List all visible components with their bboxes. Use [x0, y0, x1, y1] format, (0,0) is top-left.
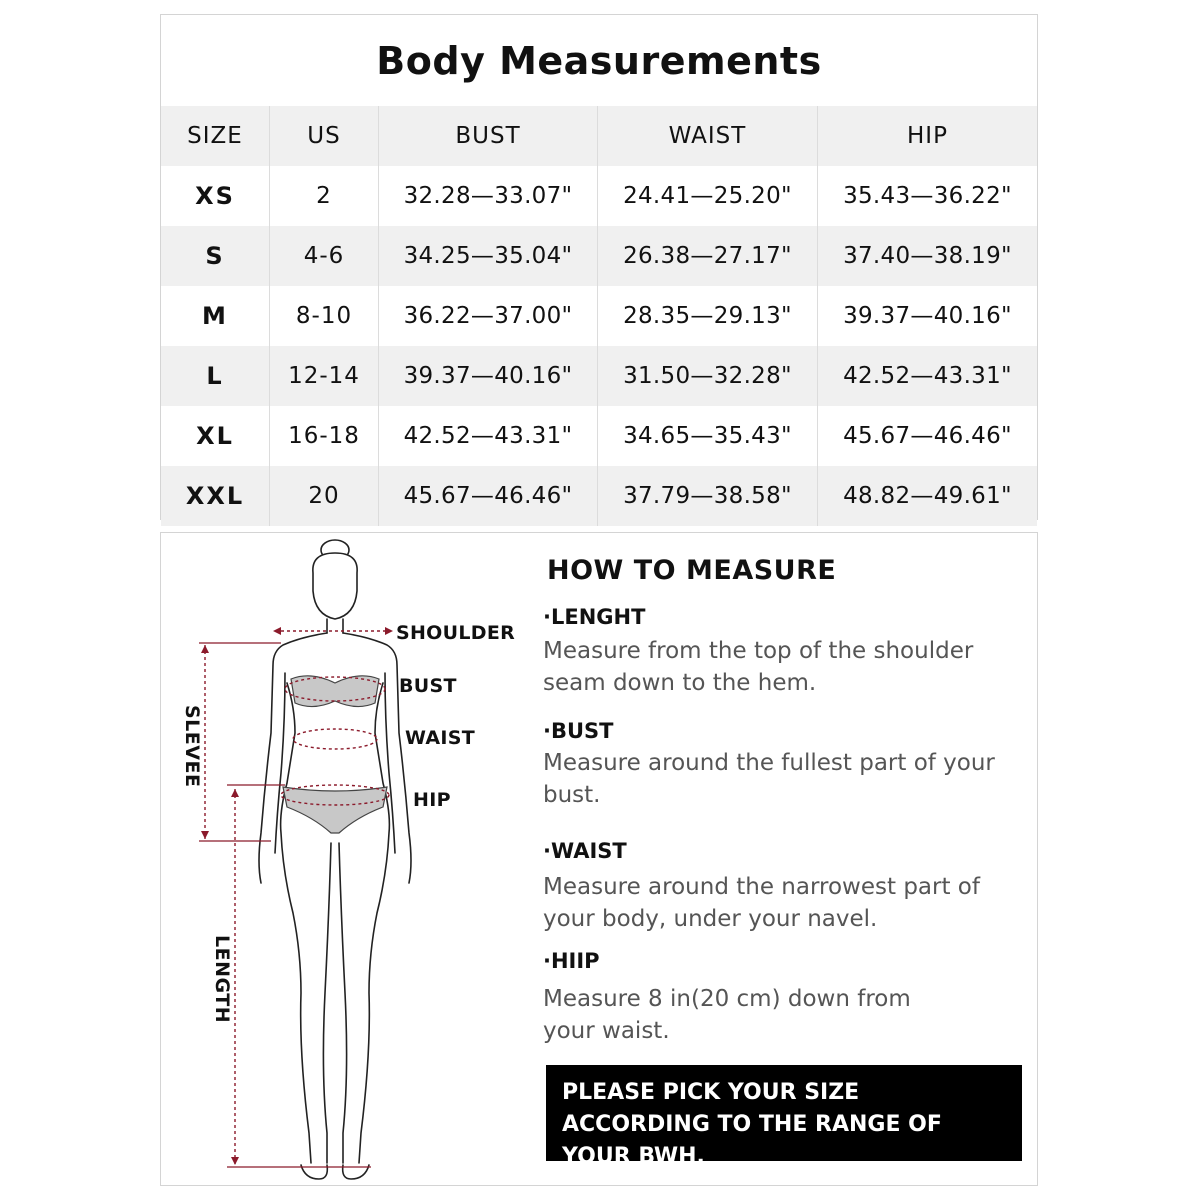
bust-cell: 32.28—33.07"	[379, 166, 598, 226]
header-bust: BUST	[379, 106, 598, 166]
bust-cell: 42.52—43.31"	[379, 406, 598, 466]
hip-cell: 42.52—43.31"	[818, 346, 1037, 406]
size-cell: XL	[161, 406, 270, 466]
table-title: Body Measurements	[376, 38, 822, 83]
size-grid	[161, 106, 1037, 526]
hip-cell: 48.82—49.61"	[818, 466, 1037, 526]
bra-shape	[291, 676, 379, 707]
bust-cell: 34.25—35.04"	[379, 226, 598, 286]
us-cell: 2	[270, 166, 379, 226]
hip-cell: 45.67—46.46"	[843, 423, 1012, 449]
waist-label: WAIST	[405, 727, 476, 749]
bust-instruction-text: Measure around the fullest part of your bust.	[543, 750, 995, 808]
size-cell: XS	[161, 166, 270, 226]
waist-cell: 37.79—38.58"	[598, 466, 818, 526]
header-us: US	[270, 106, 379, 166]
us-cell: 16-18	[270, 406, 379, 466]
waist-cell: 28.35—29.13"	[598, 286, 818, 346]
shoulder-arrow-right-icon	[385, 627, 393, 635]
length-label: LENGTH	[211, 935, 233, 1024]
size-cell: XXL	[161, 466, 270, 526]
hip-cell: 35.43—36.22"	[843, 183, 1012, 209]
us-cell: 12-14	[270, 346, 379, 406]
bust-instruction-heading: ·BUST	[543, 719, 614, 743]
size-advice-notice: PLEASE PICK YOUR SIZE ACCORDING TO THE RANGE OF YOUR BWH.	[546, 1065, 1022, 1161]
body-left	[281, 683, 311, 1163]
header-waist: WAIST	[598, 106, 818, 166]
length-arrow-top-icon	[231, 789, 239, 797]
hip-label: HIP	[413, 789, 451, 811]
us-cell: 20	[270, 466, 379, 526]
header-hip: HIP	[818, 106, 1037, 166]
waist-measure-line	[293, 729, 377, 749]
torso-right	[343, 633, 411, 883]
bust-cell: 36.22—37.00"	[379, 286, 598, 346]
hip-cell: 39.37—40.16"	[843, 303, 1012, 329]
waist-cell: 24.41—25.20"	[598, 166, 818, 226]
length-instruction-heading: ·LENGHT	[543, 605, 646, 629]
waist-cell: 34.65—35.43"	[598, 406, 818, 466]
size-cell: L	[161, 346, 270, 406]
how-to-measure-panel	[160, 532, 1038, 1186]
length-instruction-text: Measure from the top of the shoulder seam down to the hem.	[543, 638, 974, 696]
bust-cell: 39.37—40.16"	[379, 346, 598, 406]
bust-cell: 45.67—46.46"	[379, 466, 598, 526]
sleeve-arrow-bottom-icon	[201, 831, 209, 839]
head-outline	[313, 553, 357, 619]
length-arrow-bottom-icon	[231, 1157, 239, 1165]
waist-cell: 31.50—32.28"	[598, 346, 818, 406]
sleeve-label: SLEVEE	[181, 705, 203, 788]
size-cell: M	[161, 286, 270, 346]
shoulder-arrow-left-icon	[273, 627, 281, 635]
hip-cell: 37.40—38.19"	[818, 226, 1037, 286]
hip-instruction-heading: ·HIIP	[543, 949, 600, 973]
briefs-shape	[283, 787, 387, 833]
waist-cell: 26.38—27.17"	[598, 226, 818, 286]
how-to-measure-title: HOW TO MEASURE	[547, 555, 837, 586]
torso-left	[259, 633, 327, 883]
us-cell: 4-6	[270, 226, 379, 286]
waist-instruction-heading: ·WAIST	[543, 839, 627, 863]
size-table	[160, 14, 1038, 520]
hip-instruction-text: Measure 8 in(20 cm) down from your waist.	[543, 986, 911, 1044]
waist-instruction-text: Measure around the narrowest part of your body, under your navel.	[543, 874, 980, 932]
header-size: SIZE	[161, 106, 270, 166]
bust-label: BUST	[399, 675, 457, 697]
sleeve-arrow-top-icon	[201, 645, 209, 653]
us-cell: 8-10	[270, 286, 379, 346]
body-right	[359, 683, 389, 1163]
leg-inner-left	[323, 843, 331, 1163]
shoulder-label: SHOULDER	[396, 622, 516, 644]
leg-inner-right	[339, 843, 347, 1163]
size-cell: S	[161, 226, 270, 286]
